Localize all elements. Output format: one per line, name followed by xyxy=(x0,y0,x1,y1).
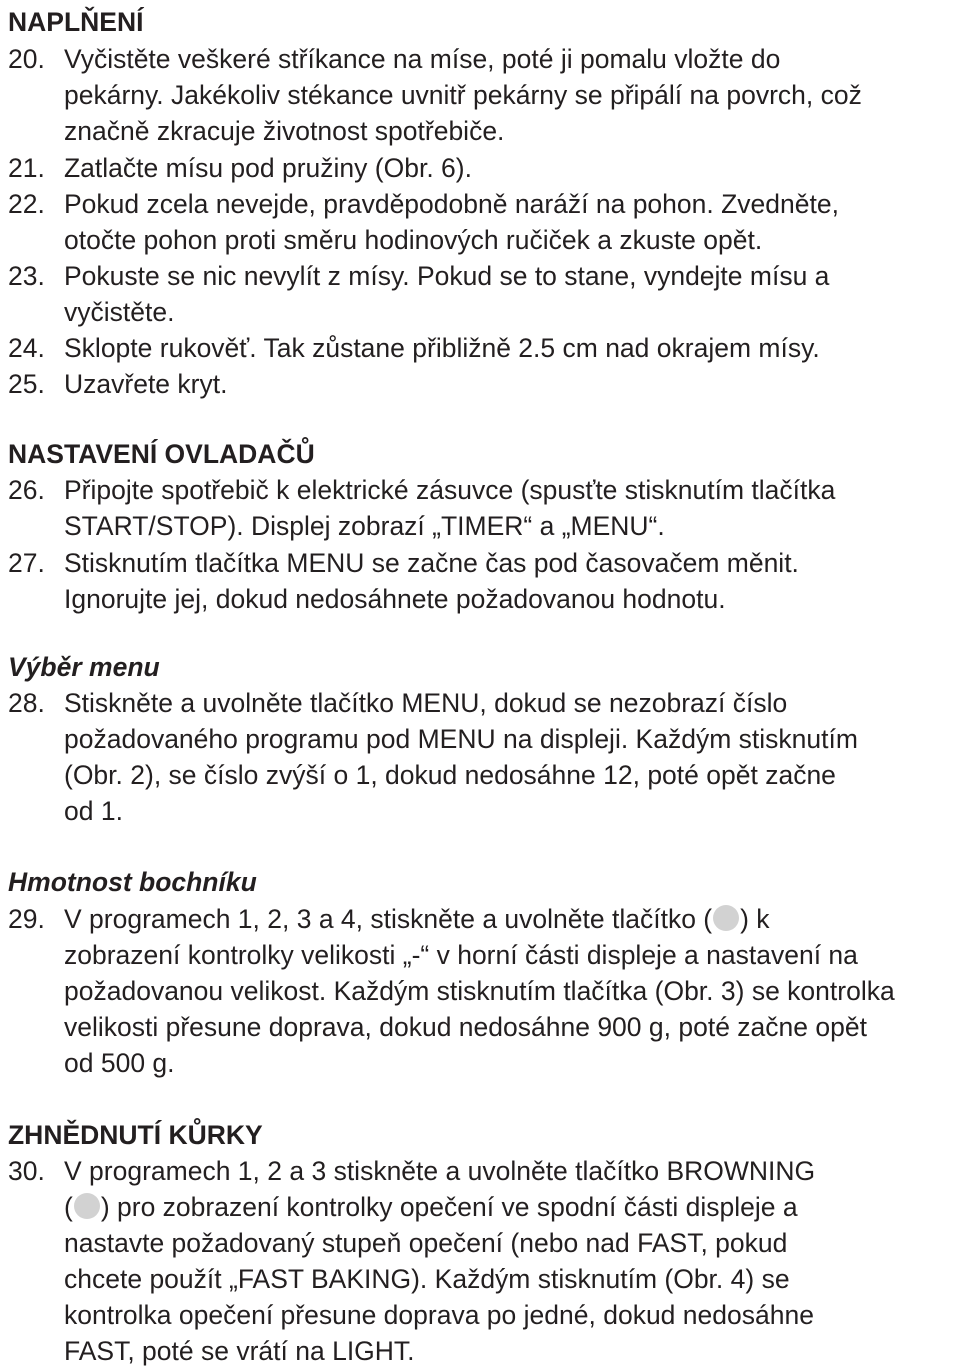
step-line: Sklopte rukověť. Tak zůstane přibližně 2.5 cm nad okrajem mísy. xyxy=(64,333,820,363)
step-line: značně zkracuje životnost spotřebiče. xyxy=(64,116,505,146)
step-line: chcete použít „FAST BAKING). Každým stisknutím (Obr. 4) se xyxy=(64,1264,790,1294)
step-number: 24. xyxy=(8,333,45,363)
step-number: 29. xyxy=(8,904,45,934)
step-25 xyxy=(8,366,958,402)
step-line: Vyčistěte veškeré stříkance na míse, poté ji pomalu vložte do xyxy=(64,44,781,74)
step-line: nastavte požadovaný stupeň opečení (nebo nad FAST, pokud xyxy=(64,1228,788,1258)
step-line xyxy=(64,901,958,937)
step-line: pekárny. Jakékoliv stékance uvnitř pekárny se připálí na povrch, což xyxy=(64,80,862,110)
step-number: 22. xyxy=(8,189,45,219)
step-26 xyxy=(8,472,958,544)
step-number: 27. xyxy=(8,548,45,578)
step-20 xyxy=(8,41,958,149)
step-line: vyčistěte. xyxy=(64,297,175,327)
step-21 xyxy=(8,150,958,186)
section-heading-zhnednuti-kurky: ZHNĚDNUTÍ KŮRKY xyxy=(8,1120,263,1150)
step-24 xyxy=(8,330,958,366)
step-line: požadovanou velikost. Každým stisknutím tlačítka (Obr. 3) se kontrolka xyxy=(64,976,895,1006)
step-line: Stisknutím tlačítka MENU se začne čas pod časovačem měnit. xyxy=(64,548,799,578)
step-line: V programech 1, 2 a 3 stiskněte a uvolněte tlačítko BROWNING xyxy=(64,1156,816,1186)
step-line: požadovaného programu pod MENU na displeji. Každým stisknutím xyxy=(64,724,858,754)
step-27 xyxy=(8,545,958,617)
step-number: 23. xyxy=(8,261,45,291)
step-29 xyxy=(8,901,958,1081)
step-line: Zatlačte mísu pod pružiny (Obr. 6). xyxy=(64,153,472,183)
step-line: Připojte spotřebič k elektrické zásuvce (spusťte stisknutím tlačítka xyxy=(64,475,836,505)
step-line: Ignorujte jej, dokud nedosáhnete požadovanou hodnotu. xyxy=(64,584,726,614)
step-line: FAST, poté se vrátí na LIGHT. xyxy=(64,1336,415,1366)
section-heading-nastaveni-ovladacu: NASTAVENÍ OVLADAČŮ xyxy=(8,439,315,469)
step-number: 28. xyxy=(8,688,45,718)
step-line xyxy=(64,1189,958,1225)
step-line: Pokuste se nic nevylít z mísy. Pokud se to stane, vyndejte mísu a xyxy=(64,261,830,291)
step-number: 20. xyxy=(8,44,45,74)
step-line: zobrazení kontrolky velikosti „-“ v horní části displeje a nastavení na xyxy=(64,940,858,970)
step-line: (Obr. 2), se číslo zvýší o 1, dokud nedosáhne 12, poté opět začne xyxy=(64,760,836,790)
step-number: 25. xyxy=(8,369,45,399)
step-line: od 1. xyxy=(64,796,123,826)
step-22 xyxy=(8,186,958,258)
step-number: 30. xyxy=(8,1156,45,1186)
step-line: kontrolka opečení přesune doprava po jedné, dokud nedosáhne xyxy=(64,1300,814,1330)
section-heading-hmotnost-bochniku: Hmotnost bochníku xyxy=(8,867,257,897)
step-line-part: ) k xyxy=(740,904,770,934)
step-number: 26. xyxy=(8,475,45,505)
step-number: 21. xyxy=(8,153,45,183)
section-heading-vyber-menu: Výběr menu xyxy=(8,652,160,682)
step-line: Pokud zcela nevejde, pravděpodobně naráží na pohon. Zvedněte, xyxy=(64,189,839,219)
step-line: otočte pohon proti směru hodinových ručiček a zkuste opět. xyxy=(64,225,763,255)
browning-button-icon xyxy=(74,1193,100,1219)
step-line-part: ( xyxy=(64,1192,73,1222)
step-line: START/STOP). Displej zobrazí „TIMER“ a „MENU“. xyxy=(64,511,665,541)
step-30 xyxy=(8,1153,958,1369)
step-line: Stiskněte a uvolněte tlačítko MENU, dokud se nezobrazí číslo xyxy=(64,688,788,718)
step-23 xyxy=(8,258,958,330)
step-28 xyxy=(8,685,958,829)
step-line-part: ) pro zobrazení kontrolky opečení ve spodní části displeje a xyxy=(100,1192,798,1222)
section-heading-naplneni: NAPLŇENÍ xyxy=(8,7,144,37)
step-line: velikosti přesune doprava, dokud nedosáhne 900 g, poté začne opět xyxy=(64,1012,867,1042)
loaf-size-button-icon xyxy=(713,905,739,931)
step-line: od 500 g. xyxy=(64,1048,175,1078)
step-line: Uzavřete kryt. xyxy=(64,369,228,399)
step-line-part: V programech 1, 2, 3 a 4, stiskněte a uvolněte tlačítko ( xyxy=(64,904,713,934)
